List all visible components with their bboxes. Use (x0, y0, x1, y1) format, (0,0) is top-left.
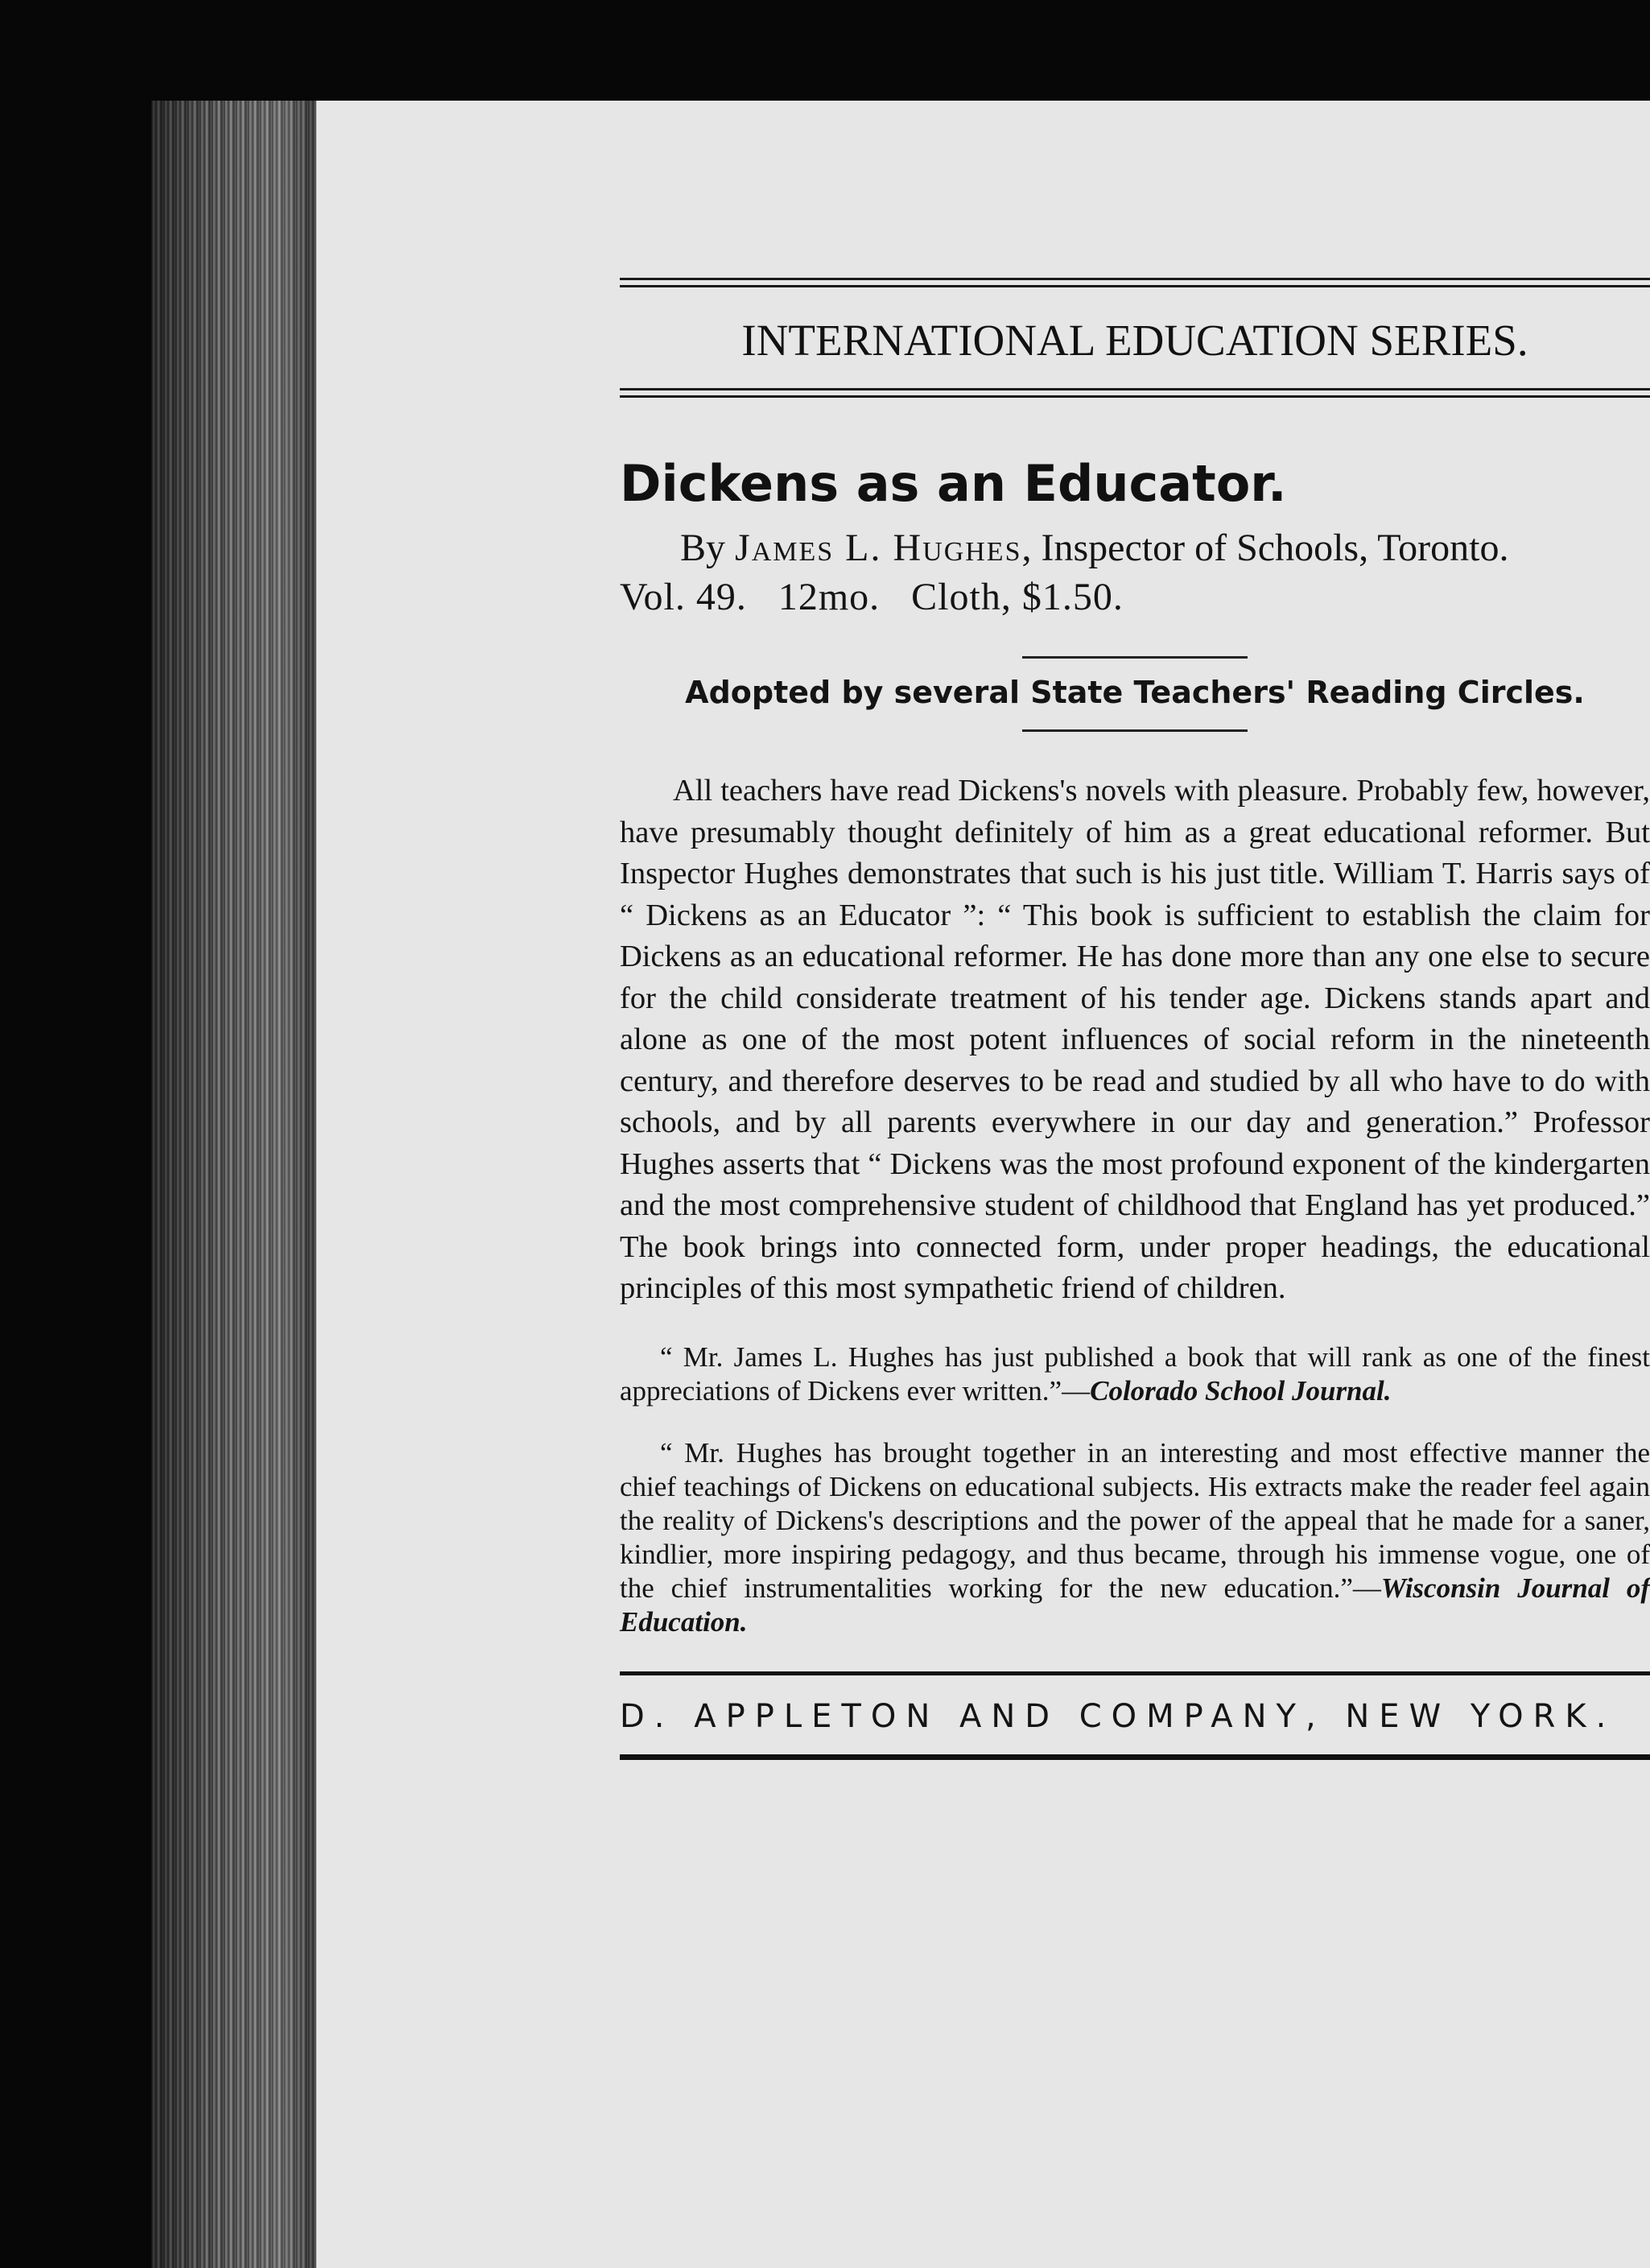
adopted-bottom-rule (1022, 729, 1248, 732)
series-title: INTERNATIONAL EDUCATION SERIES. (741, 316, 1528, 365)
advertisement-content (620, 278, 1650, 1760)
review-quote (620, 1341, 1650, 1408)
spine-shading (151, 101, 316, 2268)
quote-source: Wisconsin Journal of Education. (620, 1572, 1650, 1638)
description-paragraph: All teachers have read Dickens's novels with pleasure. Probably few, however, have presumably thought definitely of him as a great educational reformer. But Inspector Hughes demonstrates that such is his just title. William T. Harris says of “ Dickens as an Educator ”: “ This book is sufficient to establish the claim for Dickens as an educational reformer. He has done more than any one else to secure for the child considerate treatment of his tender age. Dickens stands apart and alone as one of the most potent influences of social reform in the nineteenth century, and therefore deserves to be read and studied by all who have to do with schools, and by all parents everywhere in our day and generation.” Professor Hughes asserts that “ Dickens was the most profound exponent of the kindergarten and the most comprehensive student of childhood that England has yet produced.” The book brings into connected form, under proper headings, the educational principles of this most sympathetic friend of children. (620, 774, 1650, 1305)
publisher-bottom-rule (620, 1754, 1650, 1760)
byline (680, 526, 1650, 570)
publisher-top-rule (620, 1671, 1650, 1675)
author-name: James L. Hughes (735, 527, 1022, 569)
volume-info: Vol. 49. 12mo. Cloth, $1.50. (620, 576, 1124, 618)
quote-source: Colorado School Journal. (1090, 1375, 1392, 1407)
adopted-top-rule (1022, 656, 1248, 659)
author-role: , Inspector of Schools, Toronto. (1021, 527, 1509, 569)
book-title: Dickens as an Educator. (620, 454, 1287, 513)
quote-text: “ Mr. Hughes has brought together in an interesting and most effective manner the chief teachings of Dickens on educational subjects. His extracts make the reader feel again the reality of Dickens's descriptions and the power of the appeal that he made for a saner, kindlier, more inspiring pedagogy, and thus became, through his immense vogue, one of the chief instrumentalities working for the new education.”— (620, 1437, 1650, 1604)
quote-text: “ Mr. James L. Hughes has just published a book that will rank as one of the finest appreciations of Dickens ever written.”— (620, 1341, 1650, 1407)
review-quote (620, 1436, 1650, 1639)
header-top-rule (620, 278, 1650, 289)
adopted-notice: Adopted by several State Teachers' Reading Circles. (685, 675, 1585, 710)
publisher-imprint: D. APPLETON AND COMPANY, NEW YORK. (620, 1698, 1616, 1735)
header-bottom-rule (620, 388, 1650, 399)
byline-by: By (680, 527, 736, 569)
